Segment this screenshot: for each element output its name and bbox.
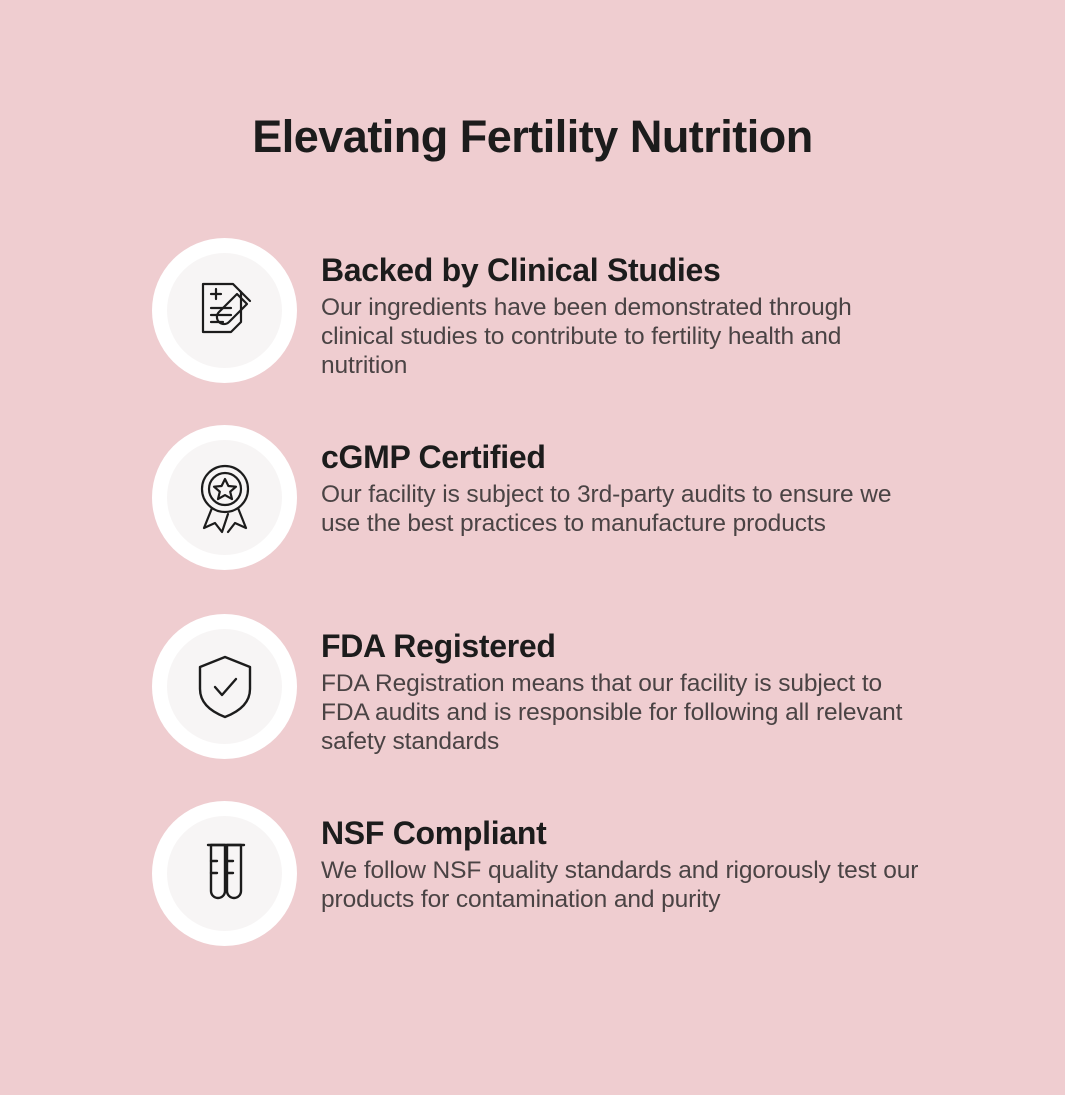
list-item	[152, 425, 1005, 570]
list-item	[152, 614, 1005, 759]
shield-check-icon	[188, 649, 262, 723]
feature-description: Our facility is subject to 3rd-party audits to ensure we use the best practices to manufacture products	[321, 481, 892, 538]
page-title: Elevating Fertility Nutrition	[252, 111, 813, 163]
feature-list	[0, 238, 1065, 946]
feature-title: Backed by Clinical Studies	[321, 251, 721, 288]
clipboard-test-tube-icon	[187, 272, 263, 348]
feature-icon-inner	[167, 816, 282, 931]
feature-text	[321, 801, 921, 916]
feature-text	[321, 238, 921, 382]
feature-title: FDA Registered	[321, 627, 556, 664]
feature-icon-badge	[152, 425, 297, 570]
feature-icon-badge	[152, 238, 297, 383]
feature-icon-inner	[167, 253, 282, 368]
feature-title: NSF Compliant	[321, 814, 547, 851]
award-ribbon-star-icon	[186, 458, 264, 536]
list-item	[152, 238, 1005, 383]
feature-title: cGMP Certified	[321, 438, 546, 475]
feature-text	[321, 425, 921, 540]
feature-description: We follow NSF quality standards and rigorously test our products for contamination and purity	[321, 857, 919, 914]
feature-icon-badge	[152, 801, 297, 946]
feature-text	[321, 614, 921, 758]
feature-icon-inner	[167, 440, 282, 555]
promo-panel	[0, 30, 1065, 1095]
feature-icon-inner	[167, 629, 282, 744]
list-item	[152, 801, 1005, 946]
feature-icon-badge	[152, 614, 297, 759]
feature-description: FDA Registration means that our facility is subject to FDA audits and is responsible for following all relevant safety standards	[321, 670, 903, 756]
feature-description: Our ingredients have been demonstrated through clinical studies to contribute to fertility health and nutrition	[321, 294, 852, 380]
test-tubes-icon	[189, 837, 261, 909]
